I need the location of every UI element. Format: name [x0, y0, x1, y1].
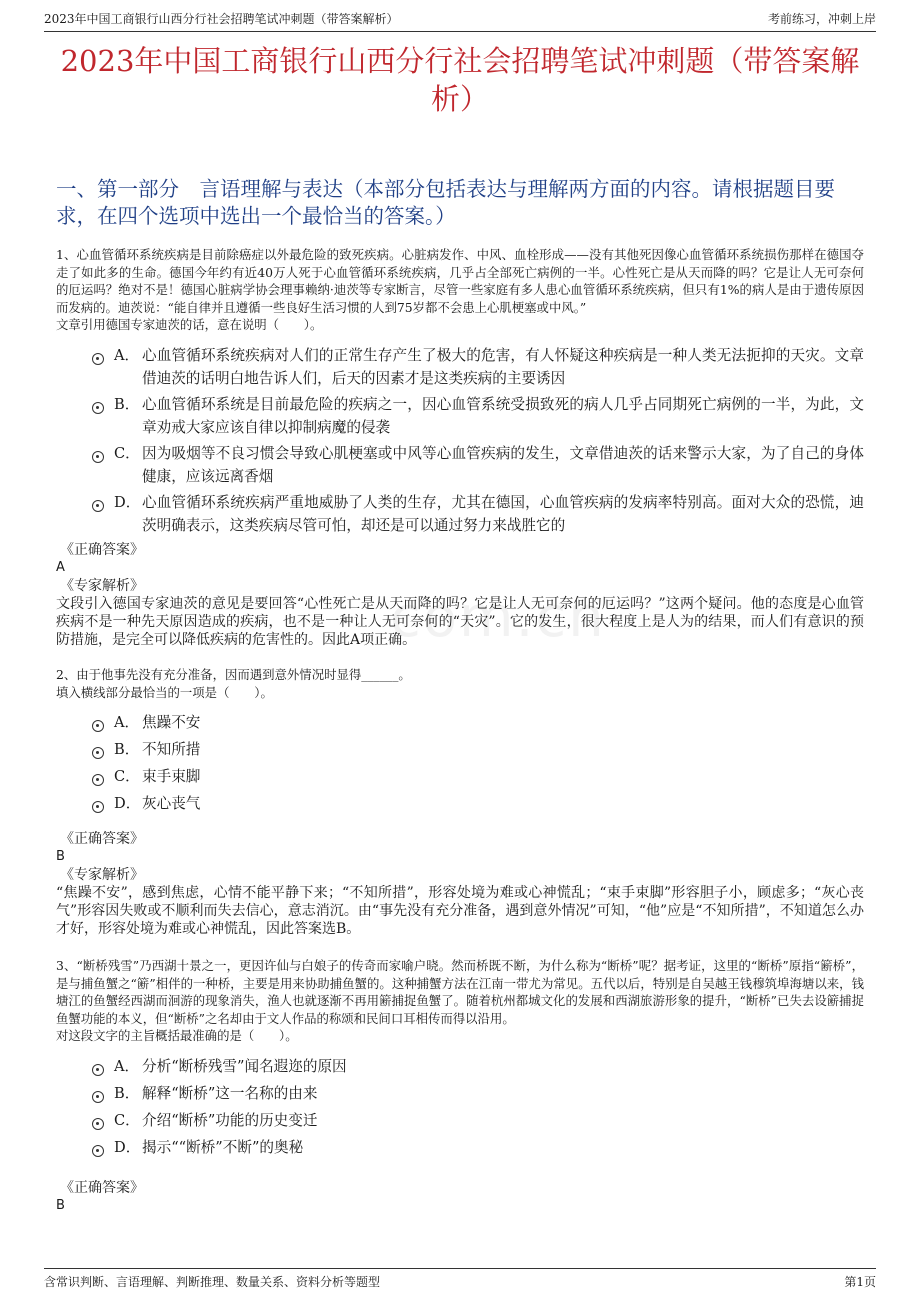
question-prompt: 填入横线部分最恰当的一项是（ ）。	[56, 684, 273, 700]
answer-label: 《正确答案》	[60, 1180, 144, 1196]
option-letter: A．	[114, 714, 140, 732]
question-prompt: 文章引用德国专家迪茨的话，意在说明（ ）。	[56, 317, 323, 333]
answer-value: B	[56, 849, 65, 864]
radio-icon[interactable]	[92, 1118, 104, 1130]
option-text: 因为吸烟等不良习惯会导致心肌梗塞或中风等心血管疾病的发生，文章借迪茨的话来警示大家，为了自己的身体健康，应该远离香烟	[142, 444, 864, 485]
radio-icon[interactable]	[92, 801, 104, 813]
option-text: 心血管循环系统疾病严重地威胁了人类的生存，尤其在德国，心血管疾病的发病率特别高。面对大众的恐慌，迪茨明确表示，这类疾病尽管可怕，却还是可以通过努力来战胜它的	[142, 493, 864, 534]
watermark: com.cn	[390, 585, 606, 650]
answer-block-2	[56, 830, 864, 938]
option-text: 解释“断桥”这一名称的由来	[142, 1084, 318, 1102]
option-text: 介绍“断桥”功能的历史变迁	[142, 1111, 318, 1129]
option-text: 不知所措	[142, 741, 201, 759]
option-letter: A．	[114, 346, 140, 364]
radio-icon[interactable]	[92, 500, 104, 512]
option-b[interactable]	[92, 393, 864, 439]
option-c[interactable]	[92, 442, 864, 488]
radio-icon[interactable]	[92, 1091, 104, 1103]
option-letter: B．	[114, 741, 140, 759]
option-letter: B．	[114, 395, 140, 413]
radio-icon[interactable]	[92, 353, 104, 365]
option-c[interactable]	[92, 1109, 864, 1132]
radio-icon[interactable]	[92, 774, 104, 786]
option-letter: D．	[114, 1138, 141, 1156]
option-letter: C．	[114, 1111, 140, 1129]
option-a[interactable]	[92, 1055, 864, 1078]
analysis-label: 《专家解析》	[60, 578, 144, 594]
option-a[interactable]	[92, 344, 864, 390]
radio-icon[interactable]	[92, 1064, 104, 1076]
answer-label: 《正确答案》	[60, 542, 144, 558]
option-text: 心血管循环系统是目前最危险的疾病之一，因心血管系统受损致死的病人几乎占同期死亡病例的一半，为此，文章劝戒大家应该自律以抑制病魔的侵袭	[142, 395, 864, 436]
option-letter: B．	[114, 1084, 140, 1102]
option-letter: C．	[114, 444, 140, 462]
answer-block-1	[56, 541, 864, 649]
option-letter: D．	[114, 795, 141, 813]
option-b[interactable]	[92, 1082, 864, 1105]
option-letter: C．	[114, 768, 140, 786]
option-b[interactable]	[92, 738, 864, 761]
option-text: 心血管循环系统疾病对人们的正常生存产生了极大的危害，有人怀疑这种疾病是一种人类无法扼抑的天灾。文章借迪茨的话明白地告诉人们，后天的因素才是这类疾病的主要诱因	[142, 346, 864, 387]
radio-icon[interactable]	[92, 451, 104, 463]
option-list	[92, 1055, 864, 1159]
answer-value: A	[56, 560, 65, 575]
radio-icon[interactable]	[92, 402, 104, 414]
option-letter: D．	[114, 493, 141, 511]
page-header	[44, 10, 876, 32]
question-1	[56, 246, 864, 540]
answer-value: B	[56, 1198, 65, 1213]
radio-icon[interactable]	[92, 1145, 104, 1157]
option-a[interactable]	[92, 711, 864, 734]
option-list	[92, 344, 864, 537]
option-d[interactable]	[92, 792, 864, 815]
option-letter: A．	[114, 1057, 140, 1075]
analysis-text: 文段引入德国专家迪茨的意见是要回答“心性死亡是从天而降的吗？它是让人无可奈何的厄运吗？”这两个疑问。他的态度是心血管疾病不是一种先天原因造成的疾病，也不是一种让人无可奈何的“天灾”。它的发生，很大程度上是人为的结果，而人们有意识的预防措施，是完全可以降低疾病的危害性的。因此A项正确。	[56, 596, 864, 648]
option-d[interactable]	[92, 491, 864, 537]
option-list	[92, 711, 864, 815]
answer-block-3	[56, 1179, 864, 1215]
option-c[interactable]	[92, 765, 864, 788]
answer-label: 《正确答案》	[60, 831, 144, 847]
analysis-text: “焦躁不安”，感到焦虑，心情不能平静下来；“不知所措”，形容处境为难或心神慌乱；“束手束脚”形容胆子小，顾虑多；“灰心丧气”形容因失败或不顺利而失去信心，意志消沉。由“事先没有充分准备，遇到意外情况”可知，“他”应是“不知所措”，不知道怎么办才好，形容处境为难或心神慌乱，因此答案选B。	[56, 885, 864, 937]
option-text: 焦躁不安	[142, 714, 201, 732]
question-2	[56, 666, 864, 819]
option-text: 束手束脚	[142, 768, 201, 786]
option-text: 分析“断桥残雪”闻名遐迩的原因	[142, 1057, 347, 1075]
question-stem: 3、“断桥残雪”乃西湖十景之一，更因许仙与白娘子的传奇而家喻户晓。然而桥既不断，为什么称为“断桥”呢？据考证，这里的“断桥”原指“簖桥”，是与捕鱼蟹之“簖”相伴的一种桥，主要是用来协助捕鱼蟹的。这种捕蟹方法在江南一带尤为常见。五代以后，特别是自吴越王钱穆筑埠海塘以来，钱塘江的鱼蟹经西湖而洄游的现象消失，渔人也就逐渐不再用簖捕捉鱼蟹了。随着杭州都城文化的发展和西湖旅游形象的提升，“断桥”已失去设簖捕捉鱼蟹功能的本义，但“断桥”之名却由于文人作品的称颂和民间口耳相传而得以沿用。	[56, 958, 864, 1026]
analysis-label: 《专家解析》	[60, 867, 144, 883]
header-doc-title: 2023年中国工商银行山西分行社会招聘笔试冲刺题（带答案解析）	[44, 12, 399, 26]
page-title: 2023年中国工商银行山西分行社会招聘笔试冲刺题（带答案解析）	[60, 44, 860, 116]
radio-icon[interactable]	[92, 747, 104, 759]
option-text: 揭示““断桥”不断”的奥秘	[142, 1138, 304, 1156]
question-prompt: 对这段文字的主旨概括最准确的是（ ）。	[56, 1028, 298, 1044]
radio-icon[interactable]	[92, 720, 104, 732]
question-stem: 2、由于他事先没有充分准备，因而遇到意外情况时显得______。	[56, 667, 411, 682]
question-stem: 1、心血管循环系统疾病是目前除癌症以外最危险的致死疾病。心脏病发作、中风、血栓形成——没有其他死因像心血管循环系统损伤那样在德国夺走了如此多的生命。德国今年约有近40万人死于心血管循环系统疾病，几乎占全部死亡病例的一半。心性死亡是从天而降的吗？它是让人无可奈何的厄运吗？绝对不是！德国心脏病学协会理事赖纳·迪茨等专家断言，尽管一些家庭有多人患心血管循环系统疾病，但只有1%的病人是由于遗传原因而发病的。迪茨说：“能自律并且遵循一些良好生活习惯的人到75岁都不会患上心肌梗塞或中风。”	[56, 247, 864, 315]
page-footer	[44, 1268, 876, 1290]
page-number: 第1页	[844, 1275, 876, 1289]
option-text: 灰心丧气	[142, 795, 201, 813]
option-d[interactable]	[92, 1136, 864, 1159]
footer-topics: 含常识判断、言语理解、判断推理、数量关系、资料分析等题型	[44, 1275, 381, 1289]
header-slogan: 考前练习，冲刺上岸	[767, 12, 876, 26]
section-heading: 一、第一部分 言语理解与表达（本部分包括表达与理解两方面的内容。请根据题目要求，在四个选项中选出一个最恰当的答案。）	[56, 177, 835, 228]
question-3	[56, 957, 864, 1163]
